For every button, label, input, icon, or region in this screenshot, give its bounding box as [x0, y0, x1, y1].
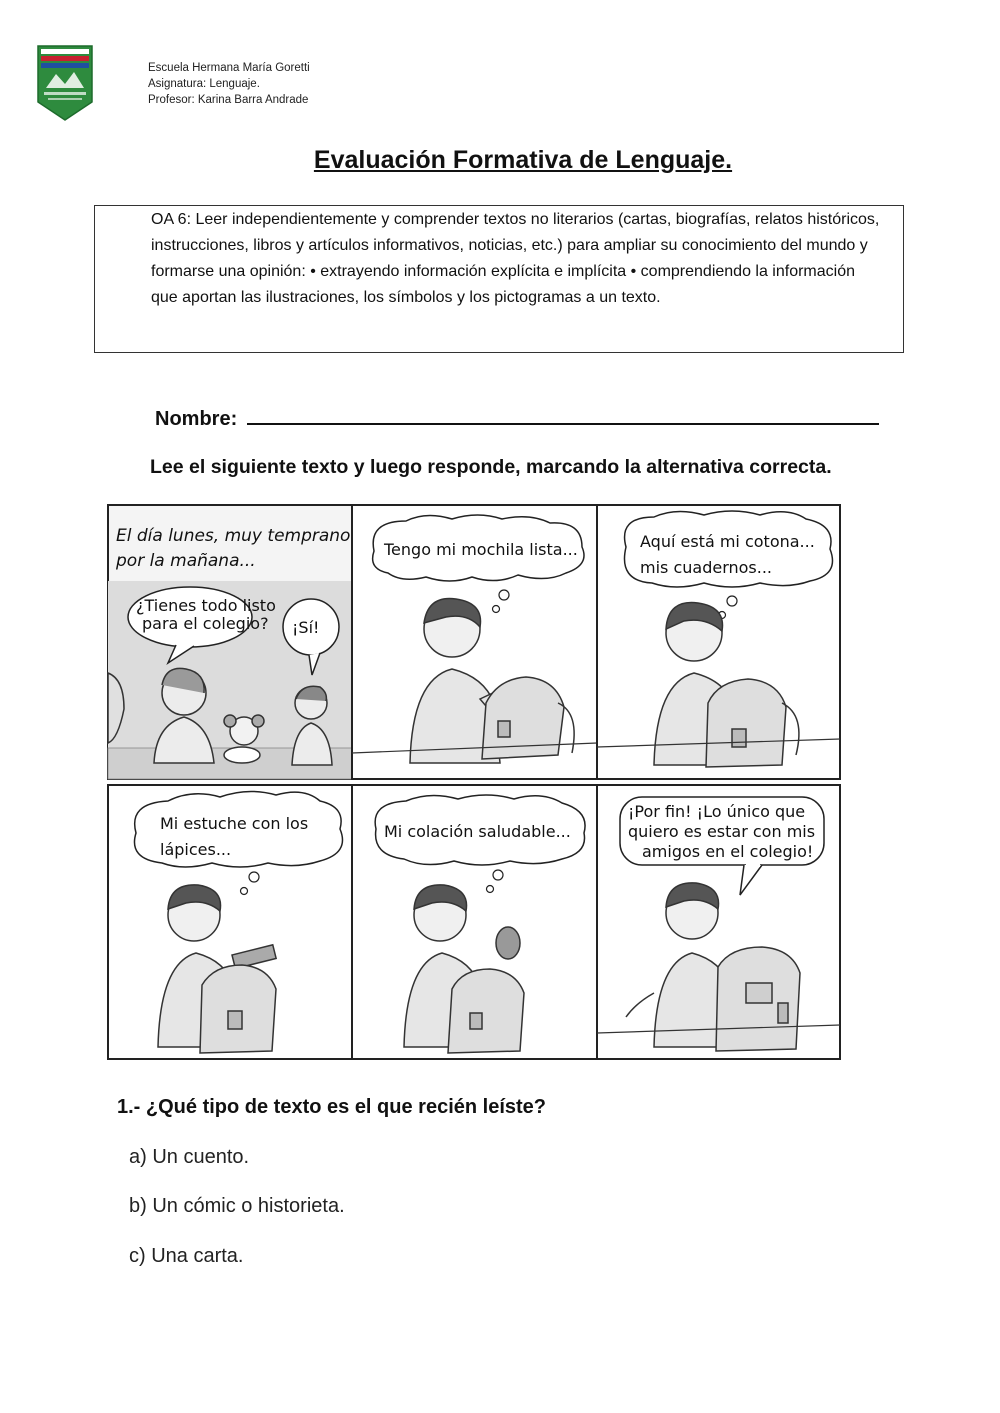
backpack-5: [716, 947, 800, 1051]
school-name: Escuela Hermana María Goretti: [148, 62, 310, 74]
bubble-boy: ¡Sí!: [292, 618, 320, 637]
panel6-speech-line-2: quiero es estar con mis: [628, 822, 816, 841]
comic-panel-2: [352, 505, 597, 779]
school-header: [148, 60, 310, 108]
comic-panel-1: [108, 505, 352, 779]
caption-line-1: El día lunes, muy temprano: [116, 526, 351, 546]
panel4-thought-line-1: Mi estuche con los: [160, 814, 309, 833]
option-a[interactable]: a) Un cuento.: [129, 1146, 250, 1168]
panel3-thought-line-1: Aquí está mi cotona...: [640, 532, 815, 551]
objective-text: OA 6: Leer independientemente y comprender textos no literarios (cartas, biografías, relatos históricos, instrucciones, libros y artículos informativos, noticias, etc.) para ampliar su conocimiento del mundo y formarse una opinión: • extrayendo información explícita e implícita • comprendiendo la información que aportan las ilustraciones, los símbolos y los pictogramas a un texto.: [151, 211, 880, 306]
comic-panel-4: [108, 785, 352, 1059]
panel6-speech-line-3: amigos en el colegio!: [642, 842, 814, 861]
comic-strip: [106, 503, 842, 1061]
question-1-text: 1.- ¿Qué tipo de texto es el que recién leíste?: [117, 1096, 547, 1118]
panel4-thought-line-2: lápices...: [160, 840, 232, 859]
bubble-mother-line-2: para el colegio?: [142, 614, 269, 633]
backpack-3: [200, 965, 276, 1053]
option-b[interactable]: b) Un cómic o historieta.: [129, 1195, 345, 1217]
teacher-line: Profesor: Karina Barra Andrade: [148, 94, 309, 106]
name-input-line[interactable]: [247, 403, 879, 425]
subject-line: Asignatura: Lenguaje.: [148, 78, 260, 90]
panel5-thought: Mi colación saludable...: [384, 822, 571, 841]
panel6-speech-line-1: ¡Por fin! ¡Lo único que: [628, 802, 806, 821]
name-field-row: [155, 403, 879, 431]
comic-panel-3: [597, 505, 840, 779]
option-c[interactable]: c) Una carta.: [129, 1245, 244, 1267]
backpack-4: [448, 969, 524, 1053]
caption-line-2: por la mañana...: [116, 551, 256, 571]
panel3-thought-line-2: mis cuadernos...: [640, 558, 773, 577]
bubble-mother-line-1: ¿Tienes todo listo: [136, 596, 276, 615]
panel2-thought: Tengo mi mochila lista...: [384, 540, 578, 559]
instruction-text: Lee el siguiente texto y luego responde, marcando la alternativa correcta.: [150, 456, 832, 478]
name-label: Nombre:: [155, 408, 238, 430]
school-logo: [36, 44, 94, 122]
comic-panel-5: [352, 785, 597, 1059]
page-title: Evaluación Formativa de Lenguaje.: [313, 146, 733, 174]
objective-box: [94, 205, 904, 353]
comic-panel-6: [597, 785, 840, 1059]
